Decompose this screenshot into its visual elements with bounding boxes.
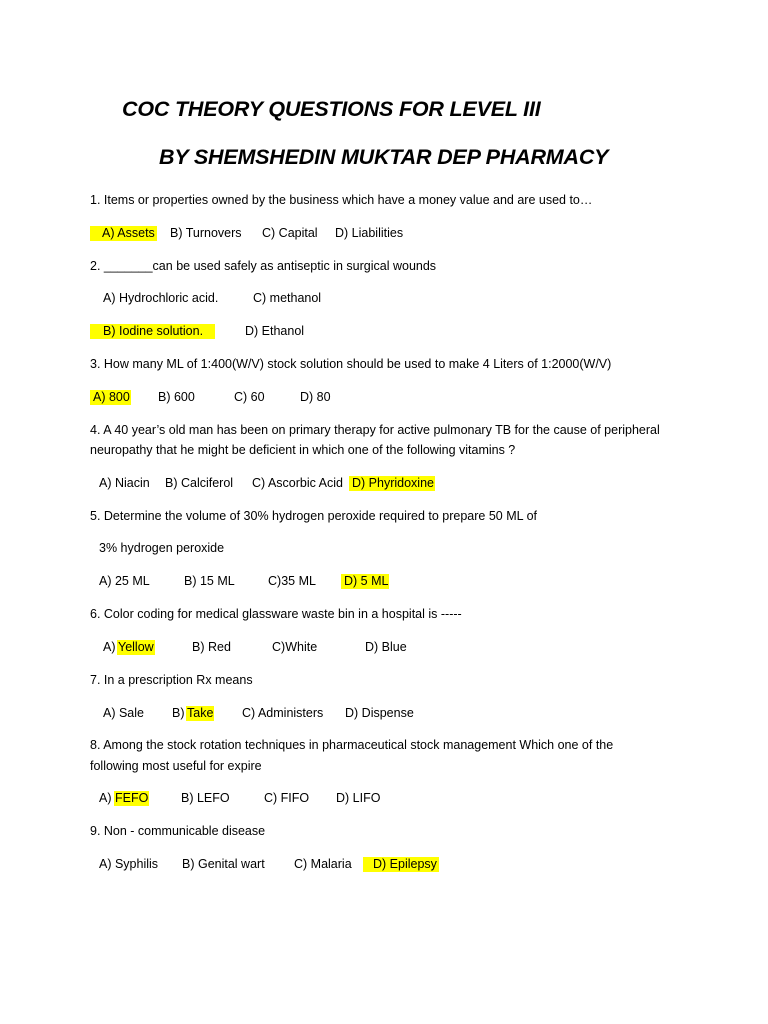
question-4-option-d: D) Phyridoxine [349, 476, 435, 491]
question-2-option-d: D) Ethanol [245, 324, 305, 338]
question-8-option-c: C) FIFO [264, 791, 310, 805]
question-1-option-b: B) Turnovers [170, 226, 242, 240]
question-9-option-c: C) Malaria [294, 857, 352, 871]
question-7-option-b-prefix: B) [172, 706, 185, 720]
question-4-option-a: A) Niacin [99, 476, 150, 490]
question-4-option-c: C) Ascorbic Acid [252, 476, 344, 490]
question-8-text-line1: 8. Among the stock rotation techniques in pharmaceutical stock management Which one of the [90, 738, 614, 752]
question-6-option-c: C)White [272, 640, 318, 654]
question-5-text-line1: 5. Determine the volume of 30% hydrogen peroxide required to prepare 50 ML of [90, 509, 538, 523]
question-4-text-line1: 4. A 40 year’s old man has been on primary therapy for active pulmonary TB for the cause of peripheral [90, 423, 660, 437]
question-3-option-a: A) 800 [90, 390, 131, 405]
question-1-text: 1. Items or properties owned by the business which have a money value and are used to… [90, 193, 593, 207]
question-6-text: 6. Color coding for medical glassware waste bin in a hospital is ----- [90, 607, 462, 621]
question-4-text-line2: neuropathy that he might be deficient in which one of the following vitamins ? [90, 443, 516, 457]
question-5-text-line2: 3% hydrogen peroxide [99, 541, 225, 555]
question-9-option-d: D) Epilepsy [363, 857, 439, 872]
question-3-text: 3. How many ML of 1:400(W/V) stock solution should be used to make 4 Liters of 1:2000(W/V) [90, 357, 612, 371]
question-8-option-d: D) LIFO [336, 791, 381, 805]
question-9-text: 9. Non - communicable disease [90, 824, 266, 838]
question-2-option-a: A) Hydrochloric acid. [103, 291, 219, 305]
question-5-option-b: B) 15 ML [184, 574, 235, 588]
question-6-option-a-prefix: A) [103, 640, 116, 654]
question-5-option-d: D) 5 ML [341, 574, 389, 589]
question-3-option-c: C) 60 [234, 390, 265, 404]
question-7-option-b-answer: Take [187, 706, 214, 720]
question-5-option-a: A) 25 ML [99, 574, 150, 588]
question-3-option-b: B) 600 [158, 390, 195, 404]
question-7-option-a: A) Sale [103, 706, 144, 720]
question-8-text-line2: following most useful for expire [90, 759, 262, 773]
question-4-option-b: B) Calciferol [165, 476, 234, 490]
question-8-option-a-answer: FEFO [115, 791, 149, 805]
question-2-option-b: B) Iodine solution. [90, 324, 215, 339]
question-6-option-a-answer: Yellow [118, 640, 154, 654]
question-2-option-c: C) methanol [253, 291, 322, 305]
question-8-option-a-prefix: A) [99, 791, 112, 805]
document-title: COC THEORY QUESTIONS FOR LEVEL III [122, 97, 541, 121]
question-9-option-b: B) Genital wart [182, 857, 265, 871]
question-8-option-b: B) LEFO [181, 791, 230, 805]
question-1-option-d: D) Liabilities [335, 226, 404, 240]
document-subtitle: BY SHEMSHEDIN MUKTAR DEP PHARMACY [159, 145, 609, 169]
question-5-option-c: C)35 ML [268, 574, 316, 588]
question-7-option-c: C) Administers [242, 706, 324, 720]
question-6-option-b: B) Red [192, 640, 231, 654]
question-6-option-d: D) Blue [365, 640, 407, 654]
question-1-option-a: A) Assets [90, 226, 157, 241]
question-7-text: 7. In a prescription Rx means [90, 673, 253, 687]
question-1-option-c: C) Capital [262, 226, 318, 240]
question-9-option-a: A) Syphilis [99, 857, 159, 871]
question-7-option-d: D) Dispense [345, 706, 414, 720]
question-3-option-d: D) 80 [300, 390, 331, 404]
question-2-text: 2. _______can be used safely as antiseptic in surgical wounds [90, 259, 437, 273]
